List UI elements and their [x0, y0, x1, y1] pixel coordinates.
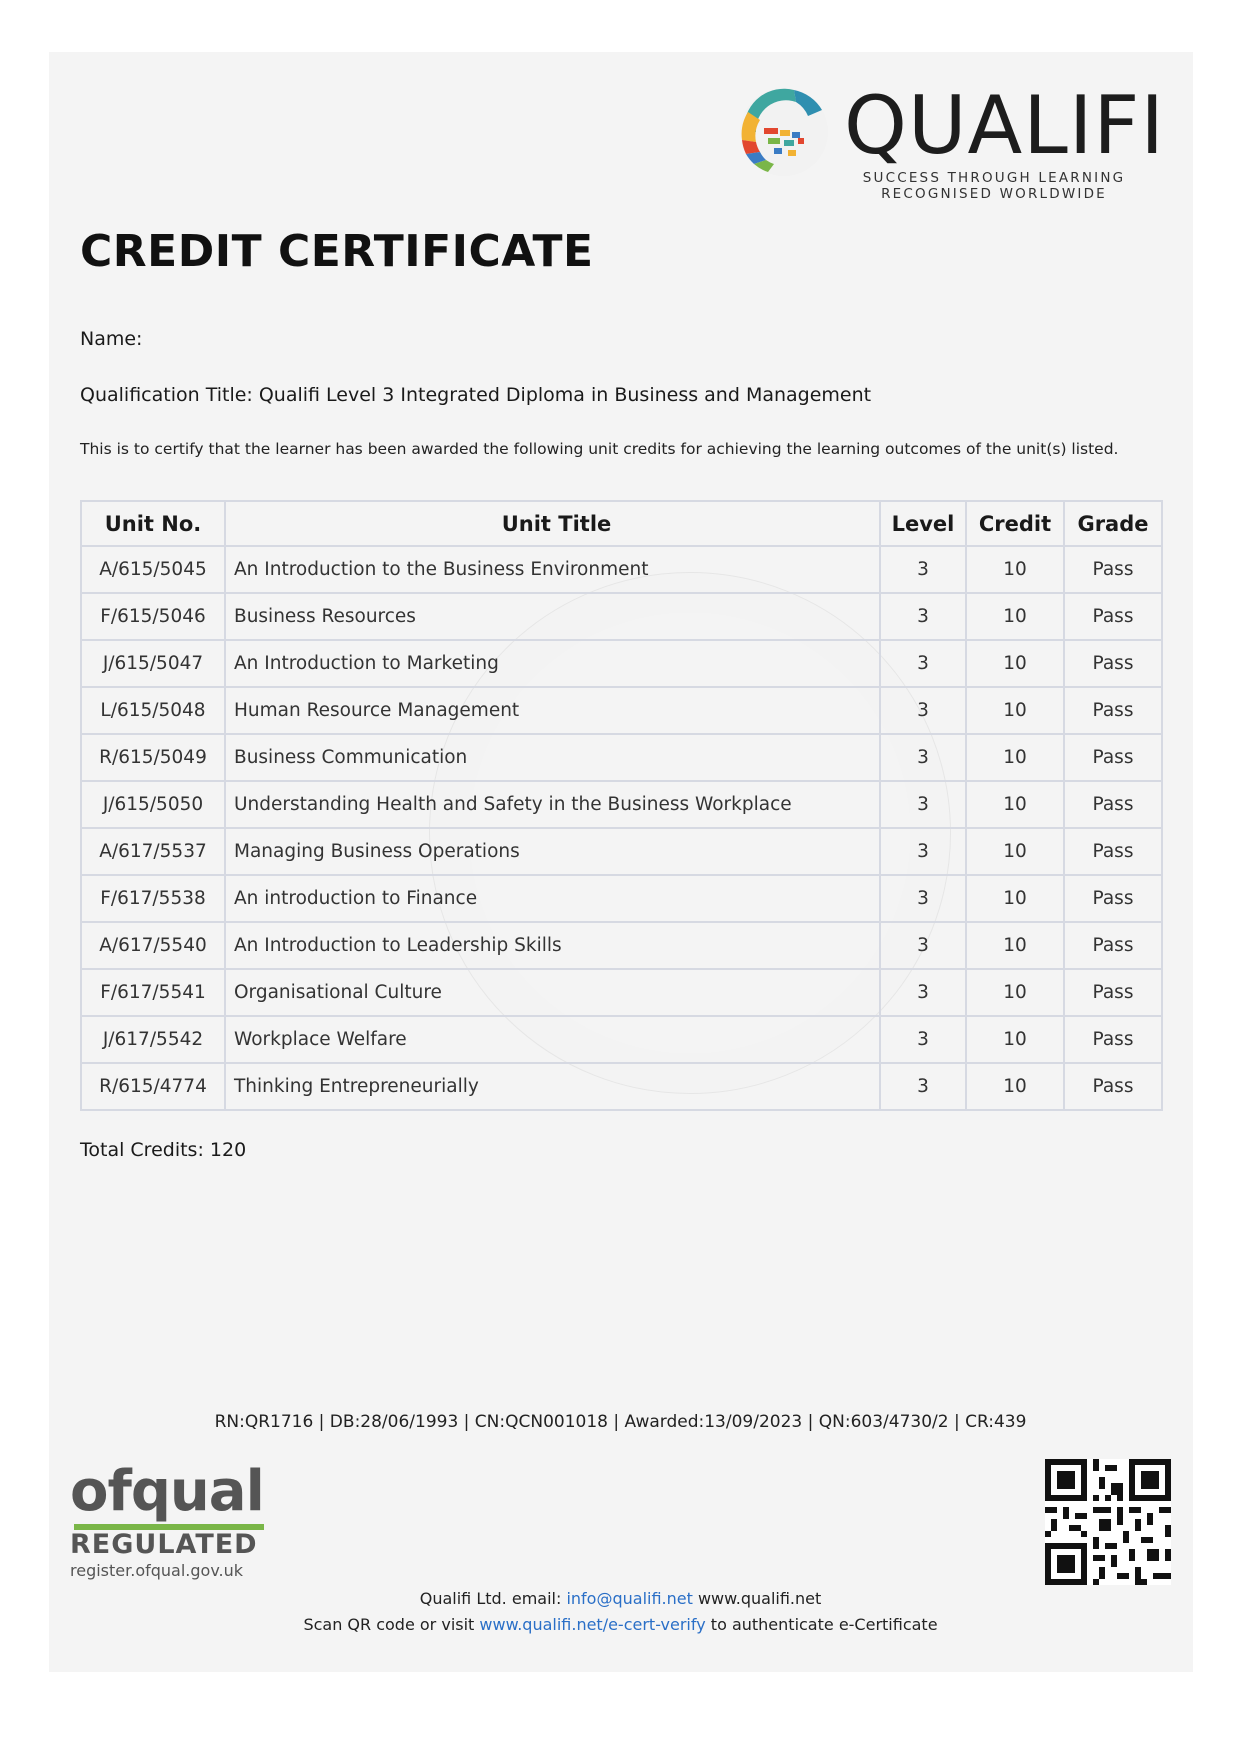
unit-no: J/615/5047: [81, 640, 225, 687]
table-row: [81, 734, 1162, 781]
header-unit-no: Unit No.: [81, 501, 225, 546]
unit-title: An Introduction to Marketing: [225, 640, 880, 687]
unit-level: 3: [880, 593, 966, 640]
unit-no: R/615/4774: [81, 1063, 225, 1110]
table-row: [81, 781, 1162, 828]
unit-credit: 10: [966, 828, 1064, 875]
table-row: [81, 1063, 1162, 1110]
footer-verify-prefix: Scan QR code or visit: [303, 1615, 475, 1634]
website-text: www.qualifi.net: [697, 1589, 822, 1608]
unit-credit: 10: [966, 734, 1064, 781]
unit-title: An Introduction to Leadership Skills: [225, 922, 880, 969]
table-row: [81, 640, 1162, 687]
table-row: [81, 922, 1162, 969]
unit-title: An Introduction to the Business Environment: [225, 546, 880, 593]
unit-title: Business Resources: [225, 593, 880, 640]
unit-credit: 10: [966, 1063, 1064, 1110]
unit-title: Workplace Welfare: [225, 1016, 880, 1063]
unit-no: F/615/5046: [81, 593, 225, 640]
unit-level: 3: [880, 922, 966, 969]
unit-grade: Pass: [1064, 781, 1162, 828]
unit-level: 3: [880, 640, 966, 687]
ofqual-regulated: REGULATED: [70, 1529, 258, 1560]
unit-no: F/617/5541: [81, 969, 225, 1016]
certify-statement: This is to certify that the learner has been awarded the following unit credits for achieving the learning outcomes of the unit(s) listed.: [80, 440, 1119, 458]
unit-title: Human Resource Management: [225, 687, 880, 734]
table-row: [81, 875, 1162, 922]
unit-level: 3: [880, 1016, 966, 1063]
unit-level: 3: [880, 1063, 966, 1110]
unit-credit: 10: [966, 781, 1064, 828]
qualification-title: Qualification Title: Qualifi Level 3 Integrated Diploma in Business and Management: [80, 384, 872, 406]
unit-title: Thinking Entrepreneurially: [225, 1063, 880, 1110]
table-row: [81, 593, 1162, 640]
verification-qr-code-icon[interactable]: [1045, 1459, 1171, 1585]
unit-grade: Pass: [1064, 593, 1162, 640]
footer-verify-line: [0, 1615, 1241, 1634]
unit-title: Business Communication: [225, 734, 880, 781]
table-row: [81, 828, 1162, 875]
footer-contact-line: [0, 1589, 1241, 1608]
unit-grade: Pass: [1064, 1063, 1162, 1110]
qualifi-logo: [734, 80, 1164, 210]
table-row: [81, 546, 1162, 593]
unit-grade: Pass: [1064, 546, 1162, 593]
units-table-header: [81, 501, 1162, 546]
units-table: [80, 500, 1163, 1111]
qualifi-tagline: [844, 170, 1144, 202]
unit-level: 3: [880, 734, 966, 781]
table-row: [81, 687, 1162, 734]
unit-level: 3: [880, 781, 966, 828]
table-row: [81, 969, 1162, 1016]
qualifi-wordmark: QUALIFI: [844, 79, 1166, 172]
learner-name-label: Name:: [80, 328, 143, 350]
unit-grade: Pass: [1064, 875, 1162, 922]
unit-title: Managing Business Operations: [225, 828, 880, 875]
certificate-title: CREDIT CERTIFICATE: [80, 226, 594, 277]
unit-credit: 10: [966, 640, 1064, 687]
unit-no: A/615/5045: [81, 546, 225, 593]
unit-credit: 10: [966, 875, 1064, 922]
unit-title: An introduction to Finance: [225, 875, 880, 922]
ofqual-register-url: register.ofqual.gov.uk: [70, 1561, 244, 1580]
unit-no: F/617/5538: [81, 875, 225, 922]
tagline-line-2: RECOGNISED WORLDWIDE: [881, 186, 1107, 202]
unit-no: J/615/5050: [81, 781, 225, 828]
reference-line: RN:QR1716 | DB:28/06/1993 | CN:QCN001018 | Awarded:13/09/2023 | QN:603/4730/2 | CR:439: [214, 1412, 1027, 1432]
unit-grade: Pass: [1064, 687, 1162, 734]
tagline-line-1: SUCCESS THROUGH LEARNING: [862, 170, 1126, 186]
unit-grade: Pass: [1064, 734, 1162, 781]
total-credits: Total Credits: 120: [80, 1139, 247, 1161]
unit-credit: 10: [966, 922, 1064, 969]
unit-grade: Pass: [1064, 1016, 1162, 1063]
unit-no: R/615/5049: [81, 734, 225, 781]
unit-level: 3: [880, 875, 966, 922]
unit-grade: Pass: [1064, 828, 1162, 875]
unit-level: 3: [880, 546, 966, 593]
unit-no: A/617/5540: [81, 922, 225, 969]
unit-level: 3: [880, 687, 966, 734]
qualifi-globe-icon: [734, 80, 834, 180]
unit-credit: 10: [966, 687, 1064, 734]
unit-grade: Pass: [1064, 640, 1162, 687]
unit-no: L/615/5048: [81, 687, 225, 734]
footer-contact-prefix: Qualifi Ltd. email:: [419, 1589, 562, 1608]
unit-grade: Pass: [1064, 922, 1162, 969]
table-row: [81, 1016, 1162, 1063]
unit-grade: Pass: [1064, 969, 1162, 1016]
footer-verify-suffix: to authenticate e-Certificate: [710, 1615, 938, 1634]
unit-no: J/617/5542: [81, 1016, 225, 1063]
unit-title: Understanding Health and Safety in the Business Workplace: [225, 781, 880, 828]
unit-credit: 10: [966, 593, 1064, 640]
unit-level: 3: [880, 828, 966, 875]
unit-credit: 10: [966, 1016, 1064, 1063]
email-link[interactable]: info@qualifi.net: [566, 1589, 693, 1608]
unit-credit: 10: [966, 546, 1064, 593]
header-credit: Credit: [966, 501, 1064, 546]
header-level: Level: [880, 501, 966, 546]
header-grade: Grade: [1064, 501, 1162, 546]
verify-link[interactable]: www.qualifi.net/e-cert-verify: [479, 1615, 706, 1634]
ofqual-wordmark: ofqual: [70, 1459, 264, 1524]
unit-no: A/617/5537: [81, 828, 225, 875]
header-unit-title: Unit Title: [225, 501, 880, 546]
unit-level: 3: [880, 969, 966, 1016]
unit-credit: 10: [966, 969, 1064, 1016]
ofqual-regulated-logo: [70, 1459, 270, 1581]
unit-title: Organisational Culture: [225, 969, 880, 1016]
